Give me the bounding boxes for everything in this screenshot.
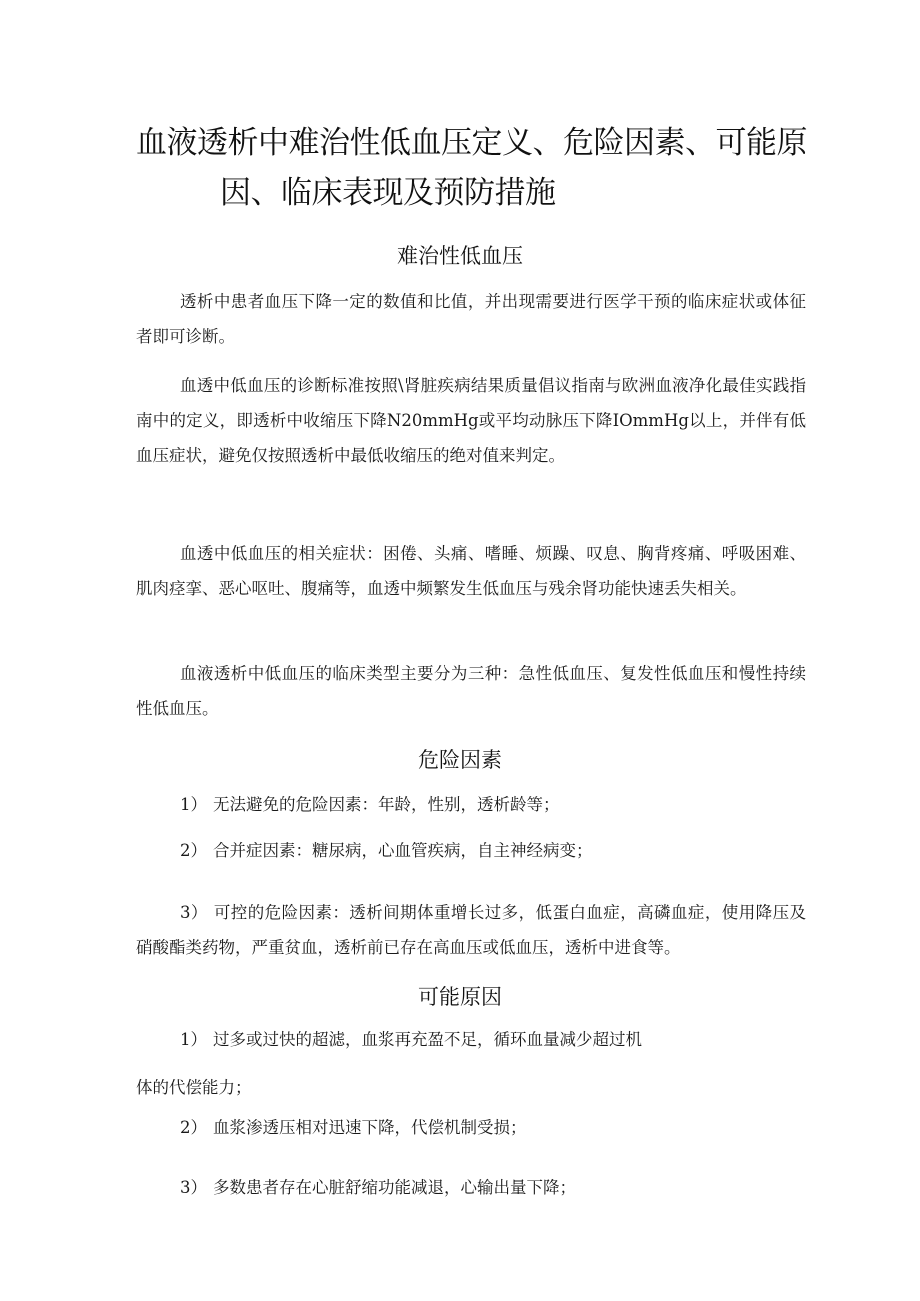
list-number: 3） [180,1178,207,1197]
cause-item-3 [136,1170,806,1205]
title-line-2: 因、临床表现及预防措施 [220,175,556,211]
list-text: 合并症因素：糖尿病，心血管疾病，自主神经病变； [213,841,593,860]
list-text: 可控的危险因素：透析间期体重增长过多，低蛋白血症，高磷血症，使用降压及硝酸酯类药物，严重贫血，透析前已存在高血压或低血压，透析中进食等。 [136,903,806,957]
definition-paragraph-4: 血液透析中低血压的临床类型主要分为三种：急性低血压、复发性低血压和慢性持续性低血压。 [136,664,806,718]
definition-paragraph-3: 血透中低血压的相关症状：困倦、头痛、嗜睡、烦躁、叹息、胸背疼痛、呼吸困难、肌肉痉挛、恶心呕吐、腹痛等，血透中频繁发生低血压与残余肾功能快速丢失相关。 [136,544,806,598]
list-number: 2） [180,841,207,860]
cause-item-1-continuation: 体的代偿能力； [136,1078,252,1097]
heading-definition: 难治性低血压 [397,244,523,268]
heading-risk-factors: 危险因素 [418,748,502,772]
heading-causes: 可能原因 [418,985,502,1009]
list-text: 过多或过快的超滤，血浆再充盈不足，循环血量减少超过机 [213,1030,642,1049]
list-number: 3） [180,903,208,922]
list-text: 无法避免的危险因素：年龄，性别，透析龄等； [213,795,560,814]
cause-item-2 [136,1110,806,1145]
list-number: 1） [180,795,207,814]
list-number: 1） [180,1030,207,1049]
title-line-1: 血液透析中难治性低血压定义、危险因素、可能原 [136,125,807,161]
list-text: 多数患者存在心脏舒缩功能减退，心输出量下降； [213,1178,576,1197]
risk-factor-item-3 [136,895,806,965]
definition-paragraph-2: 血透中低血压的诊断标准按照\肾脏疾病结果质量倡议指南与欧洲血液净化最佳实践指南中的定义，即透析中收缩压下降N20mmHg或平均动脉压下降IOmmHg以上，并伴有低血压症状，避免仅按照透析中最低收缩压的绝对值来判定。 [136,376,806,465]
definition-paragraph-1: 透析中患者血压下降一定的数值和比值，并出现需要进行医学干预的临床症状或体征者即可诊断。 [136,292,806,346]
list-number: 2） [180,1118,207,1137]
risk-factor-item-1 [136,787,806,822]
cause-item-1 [136,1022,806,1057]
list-text: 血浆渗透压相对迅速下降，代偿机制受损； [213,1118,527,1137]
risk-factor-item-2 [136,833,806,868]
document-title [136,118,816,218]
